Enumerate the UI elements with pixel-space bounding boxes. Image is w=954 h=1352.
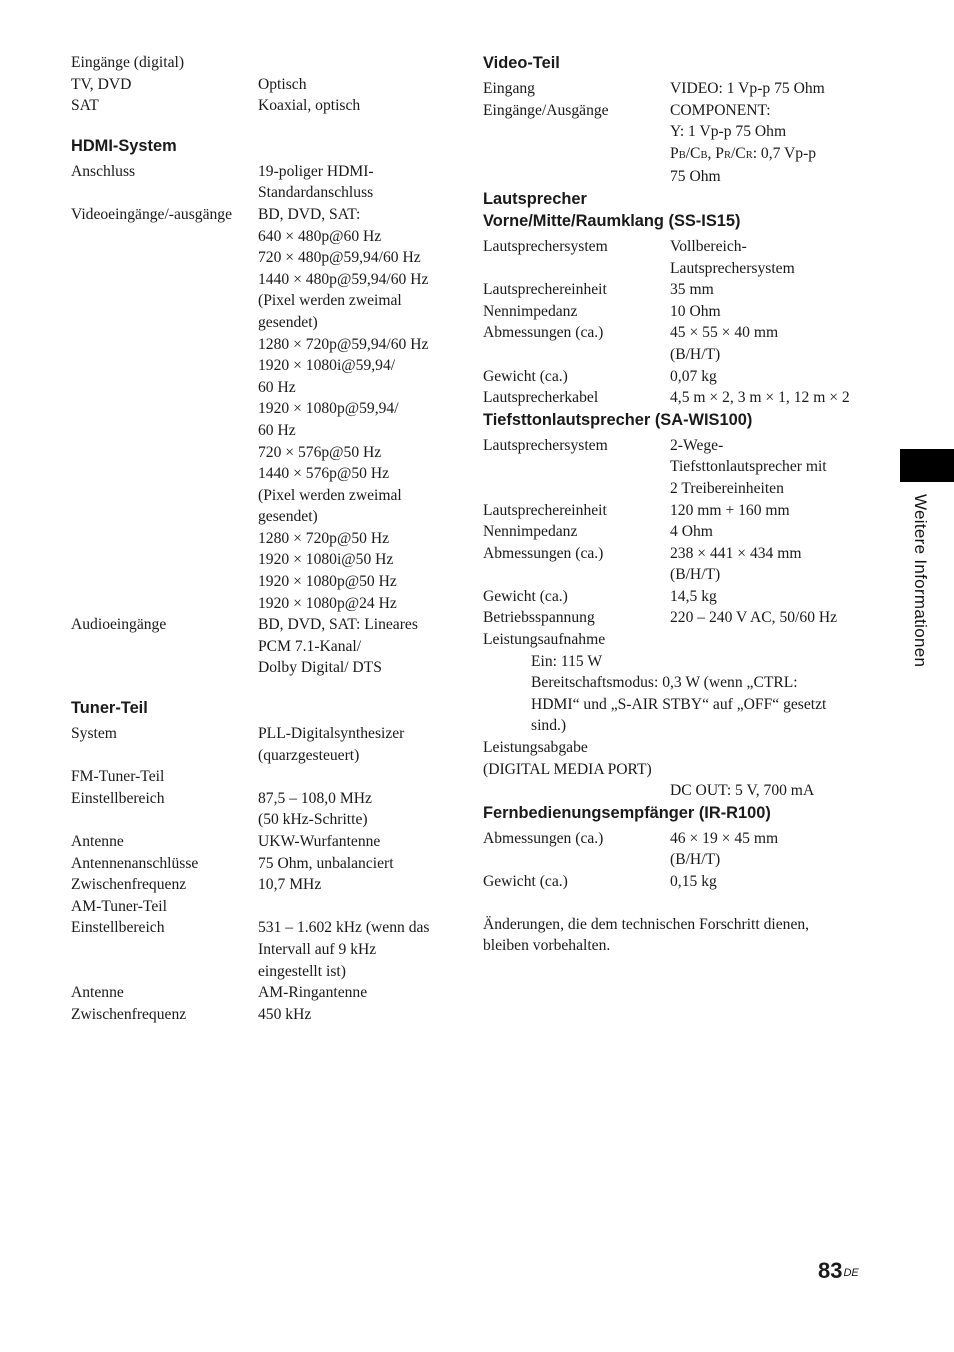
spec-value: 4,5 m × 2, 3 m × 1, 12 m × 2 [670, 389, 850, 407]
spec-value: 75 Ohm, unbalanciert [258, 854, 394, 872]
spec-label: Abmessungen (ca.) [483, 829, 604, 847]
spec-row [483, 279, 873, 301]
spec-label: Nennimpedanz [483, 302, 578, 320]
spec-row [483, 387, 873, 409]
spec-label: Anschluss [71, 162, 136, 180]
spec-label: Zwischenfrequenz [71, 1005, 187, 1023]
spec-value: Vollbereich- Lautsprechersystem [670, 237, 795, 277]
spec-row [71, 74, 451, 96]
spec-row [483, 78, 873, 100]
video-section-title: Video-Teil [483, 54, 560, 72]
spec-label: Antenne [71, 833, 124, 850]
spec-label: Lautsprecherkabel [483, 389, 599, 407]
spec-value: 87,5 – 108,0 MHz (50 kHz-Schritte) [258, 789, 372, 829]
right-column [483, 52, 873, 957]
spec-label: Audioeingänge [71, 616, 167, 634]
spec-value: 10 Ohm [670, 302, 721, 320]
spec-row [483, 366, 873, 388]
spec-label: Einstellbereich [71, 919, 165, 937]
spec-value: BD, DVD, SAT: Lineares PCM 7.1-Kanal/ Dolby Digital/ DTS [258, 616, 418, 677]
spec-label: Betriebsspannung [483, 609, 595, 627]
hdmi-section-title: HDMI-System [71, 136, 177, 155]
spec-label: Nennimpedanz [483, 523, 578, 541]
spec-value: Optisch [258, 75, 307, 93]
spec-value: AM-Ringantenne [258, 984, 368, 1002]
spec-label: Gewicht (ca.) [483, 873, 568, 890]
power-output-label: Leistungsabgabe [483, 739, 588, 757]
spec-label: Abmessungen (ca.) [483, 324, 604, 342]
spec-label: Lautsprechereinheit [483, 501, 607, 519]
spec-value: 19-poliger HDMI- Standardanschluss [258, 162, 374, 202]
spec-label: System [71, 725, 117, 743]
spec-value: BD, DVD, SAT: 640 × 480p@60 Hz 720 × 480p@59,94/60 Hz 1440 × 480p@59,94/60 Hz (Pixel werden zweimal gesendet) 1280 × 720p@59,94/60 Hz 1920 × 1080i@59,94/ 60 Hz 1920 × 1080p@59,94/ 60 Hz 720 × 576p@50 Hz 1440 × 576p@50 Hz (Pixel werden zweimal gesendet) 1280 × 720p@50 Hz 1920 × 1080i@50 Hz 1920 × 1080p@50 Hz 1920 × 1080p@24 Hz [258, 205, 429, 612]
spec-label: Videoeingänge/-ausgänge [71, 205, 233, 223]
tuner-section-title: Tuner-Teil [71, 699, 148, 718]
spec-label: Eingänge/Ausgänge [483, 101, 609, 119]
spec-value: 4 Ohm [670, 523, 713, 541]
digital-inputs-heading: Eingänge (digital) [71, 54, 185, 71]
spec-row [483, 322, 873, 365]
spec-label: Abmessungen (ca.) [483, 544, 604, 562]
section-tab-marker [900, 449, 954, 482]
page-number: 83DE [818, 1258, 859, 1283]
spec-value: 35 mm [670, 281, 714, 299]
spec-value: 10,7 MHz [258, 876, 322, 894]
spec-value: Koaxial, optisch [258, 97, 361, 115]
spec-value: PLL-Digitalsynthesizer (quarzgesteuert) [258, 725, 405, 764]
spec-label: Eingang [483, 80, 535, 97]
spec-row [71, 1004, 451, 1026]
spec-row [71, 723, 451, 766]
spec-row [71, 161, 451, 204]
spec-value: 531 – 1.602 kHz (wenn das Intervall auf 9 kHz eingestellt ist) [258, 919, 430, 980]
spec-value: COMPONENT: Y: 1 Vp-p 75 Ohm PB/CB, PR/CR: 0,7 Vp-p 75 Ohm [670, 100, 873, 188]
spec-label: Zwischenfrequenz [71, 876, 187, 894]
fm-tuner-heading: FM-Tuner-Teil [71, 768, 165, 786]
spec-row [71, 95, 451, 117]
power-output-port: (DIGITAL MEDIA PORT) [483, 760, 652, 778]
spec-value: 46 × 19 × 45 mm (B/H/T) [670, 829, 779, 869]
power-output-value: DC OUT: 5 V, 700 mA [670, 782, 815, 800]
spec-value: UKW-Wurfantenne [258, 833, 381, 850]
spec-row [71, 853, 451, 875]
ir-receiver-section-title: Fernbedienungsempfänger (IR-R100) [483, 803, 771, 822]
spec-row [483, 607, 873, 629]
spec-row [483, 586, 873, 608]
spec-row [483, 500, 873, 522]
spec-row [483, 521, 873, 543]
spec-label: Einstellbereich [71, 789, 165, 807]
spec-row [483, 543, 873, 586]
spec-value: 120 mm + 160 mm [670, 501, 790, 519]
spec-value: 238 × 441 × 434 mm (B/H/T) [670, 544, 802, 584]
section-tab-label: Weitere Informationen [911, 494, 930, 668]
power-consumption-value: Ein: 115 W Bereitschaftsmodus: 0,3 W (wenn „CTRL: HDMI“ und „S-AIR STBY“ auf „OFF“ gesetzt sind.) [531, 652, 827, 735]
spec-value: 2-Wege- Tiefsttonlautsprecher mit 2 Treibereinheiten [670, 436, 827, 497]
am-tuner-heading: AM-Tuner-Teil [71, 897, 167, 915]
spec-row [483, 871, 873, 893]
spec-label: TV, DVD [71, 75, 132, 93]
spec-label: Antenne [71, 984, 124, 1002]
spec-row [483, 828, 873, 871]
component-pbpr-line: PB/CB, PR/CR: 0,7 Vp-p [670, 144, 817, 162]
spec-row [483, 301, 873, 323]
spec-row [71, 874, 451, 896]
subwoofer-section-title: Tiefsttonlautsprecher (SA-WIS100) [483, 410, 753, 429]
spec-row [483, 435, 873, 500]
spec-row [71, 204, 451, 614]
page-language-suffix: DE [843, 1267, 859, 1279]
spec-label: Gewicht (ca.) [483, 587, 568, 605]
spec-row [71, 614, 451, 679]
spec-row [71, 917, 451, 982]
spec-value: 450 kHz [258, 1005, 312, 1023]
left-column [71, 52, 451, 1025]
spec-row [483, 236, 873, 279]
spec-row [71, 982, 451, 1004]
spec-row [483, 100, 873, 188]
spec-label: Lautsprechereinheit [483, 281, 607, 299]
speakers-section-title: Lautsprecher Vorne/Mitte/Raumklang (SS-IS15) [483, 189, 741, 230]
spec-value: VIDEO: 1 Vp-p 75 Ohm [670, 80, 825, 97]
spec-label: Lautsprechersystem [483, 237, 608, 255]
spec-label: Antennenanschlüsse [71, 854, 199, 872]
spec-value: 0,07 kg [670, 367, 717, 385]
spec-row [71, 831, 451, 853]
spec-value: 0,15 kg [670, 873, 717, 890]
spec-label: SAT [71, 97, 99, 115]
spec-row [71, 788, 451, 831]
spec-value: 220 – 240 V AC, 50/60 Hz [670, 609, 838, 627]
spec-value: 45 × 55 × 40 mm (B/H/T) [670, 324, 779, 363]
change-notice: Änderungen, die dem technischen Forschritt dienen, bleiben vorbehalten. [483, 915, 810, 955]
spec-label: Lautsprechersystem [483, 436, 608, 454]
spec-value: 14,5 kg [670, 587, 717, 605]
power-consumption-label: Leistungsaufnahme [483, 631, 606, 649]
spec-label: Gewicht (ca.) [483, 367, 568, 385]
